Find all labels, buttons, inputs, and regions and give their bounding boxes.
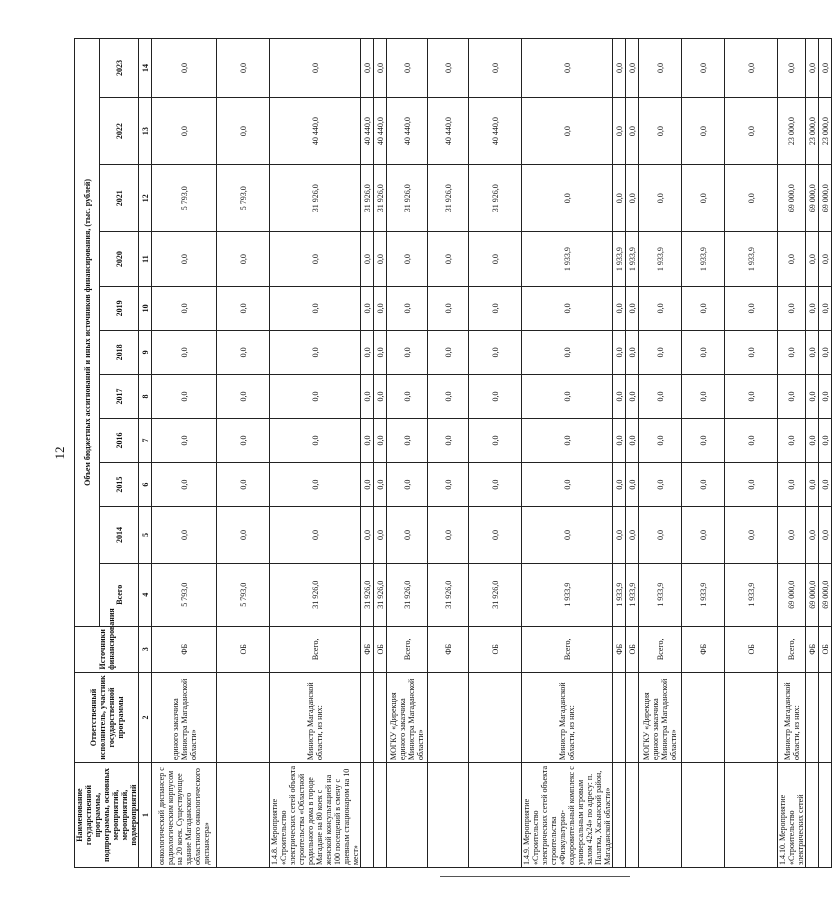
row-value: 0,0	[613, 507, 626, 564]
row-value: 0,0	[725, 165, 778, 232]
row-value: 5 793,0	[217, 563, 270, 626]
row-value: 0,0	[469, 507, 522, 564]
row-value: 1 933,9	[639, 563, 682, 626]
row-value: 0,0	[682, 165, 725, 232]
row-responsible: МОГКУ «Дирекция единого заказчика Министра Магаданской области»	[387, 672, 428, 762]
row-source: ФБ	[806, 626, 819, 672]
row-value: 0,0	[626, 39, 639, 98]
row-value: 0,0	[152, 507, 217, 564]
row-value: 0,0	[428, 286, 469, 330]
row-value: 31 926,0	[374, 165, 387, 232]
header-year: 2016	[100, 419, 139, 463]
row-value: 0,0	[806, 39, 819, 98]
column-number: 14	[139, 39, 152, 98]
row-value: 0,0	[806, 232, 819, 287]
header-row-1	[75, 39, 100, 868]
row-value: 0,0	[469, 286, 522, 330]
row-value: 1 933,9	[639, 232, 682, 287]
row-value: 0,0	[682, 463, 725, 507]
table-row	[806, 39, 819, 868]
row-value: 1 933,9	[682, 232, 725, 287]
row-name	[682, 763, 725, 868]
row-value: 0,0	[361, 374, 374, 418]
row-value: 0,0	[626, 507, 639, 564]
row-value: 69 000,0	[819, 563, 832, 626]
row-value: 0,0	[522, 98, 613, 165]
row-value: 0,0	[819, 39, 832, 98]
row-value: 0,0	[217, 330, 270, 374]
row-value: 0,0	[613, 419, 626, 463]
row-source: ОБ	[725, 626, 778, 672]
column-number: 1	[139, 763, 152, 868]
row-value: 0,0	[613, 330, 626, 374]
row-value: 0,0	[217, 98, 270, 165]
row-value: 0,0	[387, 286, 428, 330]
row-name	[613, 763, 626, 868]
header-volume: Объем бюджетных ассигнований и иных источников финансирования, (тыс. рублей)	[75, 39, 100, 627]
row-value: 0,0	[270, 232, 361, 287]
row-value: 0,0	[639, 39, 682, 98]
row-value: 0,0	[217, 286, 270, 330]
row-value: 0,0	[626, 98, 639, 165]
row-value: 0,0	[217, 374, 270, 418]
row-value: 0,0	[522, 374, 613, 418]
column-number: 9	[139, 330, 152, 374]
row-value: 40 440,0	[270, 98, 361, 165]
row-value: 1 933,9	[522, 563, 613, 626]
row-value: 0,0	[428, 374, 469, 418]
row-value: 0,0	[374, 507, 387, 564]
row-value: 69 000,0	[819, 165, 832, 232]
row-value: 0,0	[725, 286, 778, 330]
row-name	[626, 763, 639, 868]
row-source: Всего,	[778, 626, 806, 672]
row-value: 69 000,0	[778, 563, 806, 626]
row-value: 0,0	[152, 419, 217, 463]
row-value: 69 000,0	[806, 563, 819, 626]
row-value: 31 926,0	[469, 165, 522, 232]
row-value: 40 440,0	[469, 98, 522, 165]
row-value: 0,0	[522, 286, 613, 330]
row-value: 0,0	[682, 98, 725, 165]
row-source: ОБ	[469, 626, 522, 672]
row-source: ФБ	[361, 626, 374, 672]
row-responsible	[682, 672, 725, 762]
table-row	[469, 39, 522, 868]
row-value: 1 933,9	[613, 232, 626, 287]
row-value: 0,0	[778, 374, 806, 418]
row-value: 0,0	[725, 330, 778, 374]
row-value: 5 793,0	[217, 165, 270, 232]
row-value: 0,0	[639, 330, 682, 374]
row-name	[819, 763, 832, 868]
column-number: 5	[139, 507, 152, 564]
row-value: 31 926,0	[361, 165, 374, 232]
header-year: 2014	[100, 507, 139, 564]
row-value: 1 933,9	[626, 563, 639, 626]
row-responsible	[361, 672, 374, 762]
budget-table	[74, 38, 832, 868]
row-value: 0,0	[361, 232, 374, 287]
row-value: 40 440,0	[387, 98, 428, 165]
row-value: 0,0	[626, 165, 639, 232]
row-value: 0,0	[819, 286, 832, 330]
row-value: 0,0	[682, 286, 725, 330]
row-source: ОБ	[819, 626, 832, 672]
row-value: 0,0	[270, 374, 361, 418]
row-value: 0,0	[469, 330, 522, 374]
row-value: 69 000,0	[778, 165, 806, 232]
table-row	[613, 39, 626, 868]
header-year: 2019	[100, 286, 139, 330]
column-number: 4	[139, 563, 152, 626]
row-value: 1 933,9	[682, 563, 725, 626]
row-source: ОБ	[374, 626, 387, 672]
column-number: 6	[139, 463, 152, 507]
row-value: 23 000,0	[819, 98, 832, 165]
row-name: 1.4.8. Мероприятие «Строительство электрических сетей объекта строительства «Областной родильного дома в городе Магадане на 80 коек с женской консультацией на 100 посещений в смену с дневным стационаром на 10 мест»	[270, 763, 361, 868]
row-value: 0,0	[806, 463, 819, 507]
row-name	[374, 763, 387, 868]
row-value: 0,0	[626, 419, 639, 463]
row-value: 0,0	[819, 374, 832, 418]
header-year: 2023	[100, 39, 139, 98]
row-value: 0,0	[778, 286, 806, 330]
row-value: 0,0	[374, 463, 387, 507]
row-name	[806, 763, 819, 868]
row-value: 0,0	[217, 507, 270, 564]
row-value: 0,0	[361, 39, 374, 98]
row-value: 0,0	[626, 330, 639, 374]
header-year: 2017	[100, 374, 139, 418]
header-total: Всего	[100, 563, 139, 626]
row-source: Всего,	[387, 626, 428, 672]
row-value: 0,0	[428, 463, 469, 507]
row-responsible: Министр Магаданской области, из них:	[522, 672, 613, 762]
row-value: 0,0	[725, 463, 778, 507]
row-value: 0,0	[217, 232, 270, 287]
row-value: 0,0	[778, 507, 806, 564]
table-row	[639, 39, 682, 868]
column-number: 10	[139, 286, 152, 330]
row-value: 0,0	[778, 463, 806, 507]
column-number: 11	[139, 232, 152, 287]
column-number: 3	[139, 626, 152, 672]
row-value: 0,0	[682, 39, 725, 98]
row-name	[217, 763, 270, 868]
row-value: 0,0	[428, 232, 469, 287]
row-value: 0,0	[613, 165, 626, 232]
row-value: 5 793,0	[152, 563, 217, 626]
row-value: 0,0	[469, 463, 522, 507]
row-value: 0,0	[270, 463, 361, 507]
row-responsible: МОГКУ «Дирекция единого заказчика Министра Магаданской области»	[639, 672, 682, 762]
row-value: 0,0	[217, 463, 270, 507]
row-responsible: Министр Магаданской области, из них:	[778, 672, 806, 762]
row-value: 31 926,0	[428, 165, 469, 232]
row-value: 0,0	[682, 419, 725, 463]
row-value: 0,0	[152, 330, 217, 374]
table-row	[387, 39, 428, 868]
row-value: 0,0	[428, 419, 469, 463]
row-value: 0,0	[819, 330, 832, 374]
row-value: 31 926,0	[469, 563, 522, 626]
row-value: 0,0	[819, 419, 832, 463]
header-year: 2022	[100, 98, 139, 165]
row-value: 0,0	[152, 463, 217, 507]
row-value: 31 926,0	[428, 563, 469, 626]
row-value: 40 440,0	[361, 98, 374, 165]
column-number: 8	[139, 374, 152, 418]
row-value: 0,0	[725, 98, 778, 165]
row-value: 0,0	[152, 39, 217, 98]
table-row	[725, 39, 778, 868]
row-value: 40 440,0	[428, 98, 469, 165]
row-value: 0,0	[522, 39, 613, 98]
row-value: 31 926,0	[270, 563, 361, 626]
row-value: 31 926,0	[270, 165, 361, 232]
row-value: 0,0	[682, 330, 725, 374]
row-value: 1 933,9	[725, 232, 778, 287]
header-name: Наименование государственной программы, подпрограммы, основных мероприятий, мероприятий, подмероприятий	[75, 763, 139, 868]
row-value: 0,0	[778, 232, 806, 287]
row-value: 0,0	[361, 507, 374, 564]
row-value: 23 000,0	[806, 98, 819, 165]
row-value: 0,0	[361, 419, 374, 463]
column-number: 12	[139, 165, 152, 232]
row-responsible	[428, 672, 469, 762]
row-source: ФБ	[682, 626, 725, 672]
header-source: Источники финансирования	[75, 626, 139, 672]
row-value: 0,0	[613, 374, 626, 418]
row-value: 0,0	[469, 39, 522, 98]
row-value: 0,0	[152, 286, 217, 330]
row-value: 0,0	[387, 507, 428, 564]
row-value: 0,0	[152, 374, 217, 418]
row-value: 1 933,9	[626, 232, 639, 287]
table-row	[819, 39, 832, 868]
row-value: 0,0	[778, 330, 806, 374]
row-value: 0,0	[819, 463, 832, 507]
row-value: 0,0	[469, 419, 522, 463]
row-value: 0,0	[806, 419, 819, 463]
header-year: 2015	[100, 463, 139, 507]
row-value: 0,0	[469, 374, 522, 418]
row-value: 0,0	[374, 39, 387, 98]
row-value: 0,0	[217, 39, 270, 98]
row-responsible	[217, 672, 270, 762]
row-value: 0,0	[613, 98, 626, 165]
row-value: 23 000,0	[778, 98, 806, 165]
table-row	[361, 39, 374, 868]
row-value: 0,0	[374, 330, 387, 374]
column-numbers-row	[139, 39, 152, 868]
row-value: 0,0	[819, 507, 832, 564]
row-value: 0,0	[522, 507, 613, 564]
row-name	[387, 763, 428, 868]
row-value: 0,0	[806, 286, 819, 330]
row-value: 5 793,0	[152, 165, 217, 232]
header-year: 2020	[100, 232, 139, 287]
row-value: 0,0	[725, 374, 778, 418]
row-name	[639, 763, 682, 868]
row-responsible	[806, 672, 819, 762]
row-value: 0,0	[778, 419, 806, 463]
column-number: 2	[139, 672, 152, 762]
row-responsible	[626, 672, 639, 762]
row-value: 0,0	[522, 165, 613, 232]
row-value: 0,0	[387, 374, 428, 418]
row-value: 0,0	[152, 232, 217, 287]
row-value: 0,0	[374, 374, 387, 418]
row-value: 0,0	[626, 374, 639, 418]
row-name	[428, 763, 469, 868]
row-value: 0,0	[387, 419, 428, 463]
row-value: 0,0	[778, 39, 806, 98]
header-year: 2018	[100, 330, 139, 374]
row-value: 0,0	[361, 463, 374, 507]
table-row	[778, 39, 806, 868]
row-name: онкологический диспансер с радиологическим корпусом на 20 коек. Существующее здание Магаданского областного онкологического диспансера»	[152, 763, 217, 868]
row-source: Всего,	[639, 626, 682, 672]
row-source: ОБ	[626, 626, 639, 672]
row-value: 0,0	[387, 232, 428, 287]
footer-rule	[440, 876, 630, 877]
row-value: 0,0	[725, 39, 778, 98]
table-row	[152, 39, 217, 868]
row-value: 0,0	[217, 419, 270, 463]
row-value: 0,0	[725, 507, 778, 564]
row-value: 0,0	[639, 165, 682, 232]
row-value: 0,0	[639, 463, 682, 507]
row-value: 0,0	[428, 330, 469, 374]
table-row	[428, 39, 469, 868]
row-name	[469, 763, 522, 868]
row-value: 31 926,0	[387, 563, 428, 626]
row-value: 0,0	[639, 507, 682, 564]
row-value: 0,0	[152, 98, 217, 165]
row-source: ФБ	[152, 626, 217, 672]
row-responsible	[374, 672, 387, 762]
row-value: 0,0	[270, 507, 361, 564]
row-value: 0,0	[522, 463, 613, 507]
row-value: 0,0	[522, 330, 613, 374]
row-value: 40 440,0	[374, 98, 387, 165]
row-value: 0,0	[270, 330, 361, 374]
row-value: 0,0	[361, 330, 374, 374]
page-number: 12	[52, 446, 67, 460]
row-responsible	[725, 672, 778, 762]
row-value: 0,0	[374, 286, 387, 330]
row-value: 0,0	[428, 39, 469, 98]
row-source: ФБ	[613, 626, 626, 672]
row-responsible	[819, 672, 832, 762]
row-value: 0,0	[613, 286, 626, 330]
row-value: 69 000,0	[806, 165, 819, 232]
column-number: 7	[139, 419, 152, 463]
column-number: 13	[139, 98, 152, 165]
row-value: 0,0	[374, 419, 387, 463]
table-row	[374, 39, 387, 868]
table-row	[626, 39, 639, 868]
header-year: 2021	[100, 165, 139, 232]
row-value: 0,0	[613, 39, 626, 98]
row-value: 0,0	[270, 419, 361, 463]
row-source: Всего,	[270, 626, 361, 672]
row-value: 1 933,9	[725, 563, 778, 626]
row-value: 0,0	[639, 419, 682, 463]
row-value: 0,0	[270, 286, 361, 330]
row-value: 0,0	[270, 39, 361, 98]
row-value: 0,0	[387, 39, 428, 98]
row-value: 0,0	[682, 507, 725, 564]
table-row	[682, 39, 725, 868]
row-value: 0,0	[387, 330, 428, 374]
row-value: 0,0	[639, 374, 682, 418]
row-value: 0,0	[626, 463, 639, 507]
row-value: 1 933,9	[613, 563, 626, 626]
row-value: 0,0	[806, 374, 819, 418]
table-row	[217, 39, 270, 868]
row-name	[725, 763, 778, 868]
row-responsible: Министр Магаданской области, из них:	[270, 672, 361, 762]
row-value: 0,0	[639, 286, 682, 330]
row-value: 1 933,9	[522, 232, 613, 287]
row-value: 0,0	[387, 463, 428, 507]
row-value: 0,0	[725, 419, 778, 463]
row-source: Всего,	[522, 626, 613, 672]
header-responsible: Ответственный исполнитель, участник государственной программы	[75, 672, 139, 762]
row-source: ОБ	[217, 626, 270, 672]
table-row	[522, 39, 613, 868]
table-row	[270, 39, 361, 868]
rotated-content	[52, 38, 830, 868]
row-value: 0,0	[428, 507, 469, 564]
row-value: 0,0	[639, 98, 682, 165]
row-value: 31 926,0	[374, 563, 387, 626]
row-name	[361, 763, 374, 868]
row-value: 0,0	[469, 232, 522, 287]
row-value: 0,0	[819, 232, 832, 287]
row-value: 0,0	[374, 232, 387, 287]
row-value: 0,0	[522, 419, 613, 463]
row-value: 0,0	[806, 330, 819, 374]
row-value: 31 926,0	[387, 165, 428, 232]
row-responsible	[469, 672, 522, 762]
row-value: 0,0	[626, 286, 639, 330]
row-value: 0,0	[682, 374, 725, 418]
row-name: 1.4.10. Мероприятие «Строительство электрических сетей	[778, 763, 806, 868]
row-value: 0,0	[806, 507, 819, 564]
row-value: 31 926,0	[361, 563, 374, 626]
row-responsible: единого заказчика Министра Магаданской области»	[152, 672, 217, 762]
row-name: 1.4.9. Мероприятие «Строительство электрических сетей объекта строительства «Физкультурно-оздоровительный комплекс с универсальным игровым залом 42х24» по адресу: п. Палатка, Хасынский район, Магаданской области»	[522, 763, 613, 868]
row-value: 0,0	[613, 463, 626, 507]
row-source: ФБ	[428, 626, 469, 672]
row-responsible	[613, 672, 626, 762]
row-value: 0,0	[361, 286, 374, 330]
